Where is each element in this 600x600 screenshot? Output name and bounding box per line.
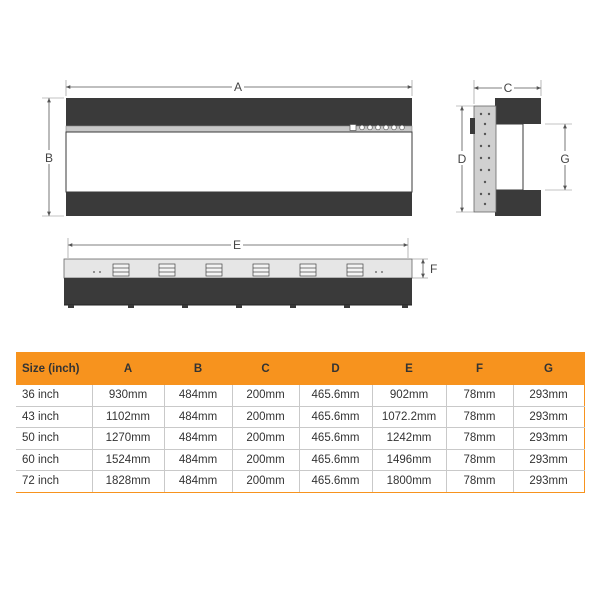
dimension-c-label: C bbox=[503, 81, 513, 95]
dimension-b-label: B bbox=[44, 151, 54, 165]
cell-e: 1496mm bbox=[372, 449, 446, 471]
cell-a: 1102mm bbox=[92, 406, 164, 428]
cell-e: 1242mm bbox=[372, 428, 446, 450]
cell-f: 78mm bbox=[446, 385, 513, 406]
cell-d: 465.6mm bbox=[299, 406, 372, 428]
table-row bbox=[16, 385, 584, 406]
cell-f: 78mm bbox=[446, 471, 513, 493]
cell-e: 1800mm bbox=[372, 471, 446, 493]
cell-size: 36 inch bbox=[16, 385, 92, 406]
cell-d: 465.6mm bbox=[299, 471, 372, 493]
header-c: C bbox=[232, 352, 299, 385]
cell-c: 200mm bbox=[232, 385, 299, 406]
cell-g: 293mm bbox=[513, 428, 584, 450]
side-wall-bracket bbox=[470, 118, 475, 134]
cell-f: 78mm bbox=[446, 449, 513, 471]
header-g: G bbox=[513, 352, 584, 385]
cell-f: 78mm bbox=[446, 428, 513, 450]
front-glass-window bbox=[66, 132, 412, 192]
cell-d: 465.6mm bbox=[299, 428, 372, 450]
cell-d: 465.6mm bbox=[299, 385, 372, 406]
table-row bbox=[16, 406, 584, 428]
side-bottom-block bbox=[495, 190, 541, 216]
cell-a: 1270mm bbox=[92, 428, 164, 450]
size-spec-table bbox=[16, 352, 585, 493]
cell-size: 60 inch bbox=[16, 449, 92, 471]
dimension-e-label: E bbox=[232, 238, 242, 252]
cell-g: 293mm bbox=[513, 385, 584, 406]
cell-size: 50 inch bbox=[16, 428, 92, 450]
cell-b: 484mm bbox=[164, 428, 232, 450]
dimension-f-label: F bbox=[430, 262, 438, 276]
side-back-panel bbox=[474, 106, 496, 212]
cell-c: 200mm bbox=[232, 449, 299, 471]
cell-b: 484mm bbox=[164, 449, 232, 471]
top-body bbox=[64, 278, 412, 305]
cell-b: 484mm bbox=[164, 385, 232, 406]
cell-a: 930mm bbox=[92, 385, 164, 406]
cell-f: 78mm bbox=[446, 406, 513, 428]
cell-b: 484mm bbox=[164, 471, 232, 493]
table-row bbox=[16, 471, 584, 493]
side-view bbox=[454, 80, 573, 216]
cell-a: 1828mm bbox=[92, 471, 164, 493]
header-f: F bbox=[446, 352, 513, 385]
header-d: D bbox=[299, 352, 372, 385]
table-row bbox=[16, 428, 584, 450]
cell-size: 72 inch bbox=[16, 471, 92, 493]
cell-e: 902mm bbox=[372, 385, 446, 406]
cell-c: 200mm bbox=[232, 406, 299, 428]
side-firebox-opening bbox=[495, 124, 523, 190]
dimension-g-label: G bbox=[560, 152, 570, 166]
cell-a: 1524mm bbox=[92, 449, 164, 471]
side-top-block bbox=[495, 98, 541, 124]
table-header-row bbox=[16, 352, 584, 385]
dimension-d-label: D bbox=[457, 152, 467, 166]
cell-g: 293mm bbox=[513, 471, 584, 493]
top-view bbox=[64, 238, 437, 308]
header-b: B bbox=[164, 352, 232, 385]
header-e: E bbox=[372, 352, 446, 385]
cell-size: 43 inch bbox=[16, 406, 92, 428]
cell-e: 1072.2mm bbox=[372, 406, 446, 428]
cell-b: 484mm bbox=[164, 406, 232, 428]
cell-g: 293mm bbox=[513, 449, 584, 471]
header-size: Size (inch) bbox=[16, 352, 92, 385]
table-row bbox=[16, 449, 584, 471]
cell-d: 465.6mm bbox=[299, 449, 372, 471]
cell-c: 200mm bbox=[232, 471, 299, 493]
header-a: A bbox=[92, 352, 164, 385]
front-view bbox=[41, 79, 412, 216]
cell-g: 293mm bbox=[513, 406, 584, 428]
cell-c: 200mm bbox=[232, 428, 299, 450]
dimension-a-label: A bbox=[233, 80, 243, 94]
